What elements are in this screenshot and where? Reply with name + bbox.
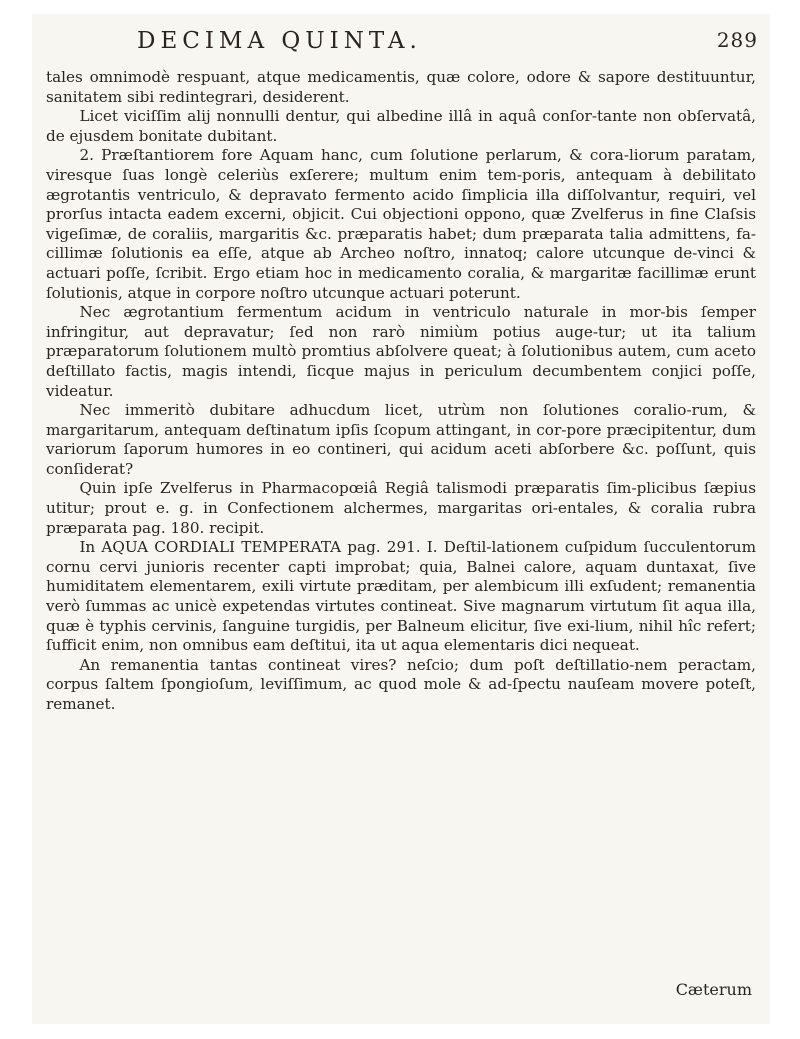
paragraph: Quin ipſe Zvelferus in Pharmacopœiâ Regiâ talismodi præparatis ſim-plicibus ſæpius utitur; prout e. g. in Confectionem alchermes, margaritas ori-entales, & coralia rubra præparata pag. 180. recipit.: [46, 479, 756, 537]
running-head: DECIMA QUINTA.: [137, 28, 422, 54]
paragraph: tales omnimodè respuant, atque medicamentis, quæ colore, odore & sapore destituuntur, sanitatem sibi redintegrari, desiderent.: [46, 68, 756, 106]
body-text: [46, 68, 756, 715]
paragraph: 2. Præſtantiorem fore Aquam hanc, cum ſolutione perlarum, & cora-liorum paratam, viresque ſuas longè celeriùs exſerere; multum enim tem-poris, antequam à debilitato ægrotantis ventriculo, & depravato fermento acido ſimplicia illa diſſolvantur, requiri, vel prorſus intacta eadem excerni, objicit. Cui objectioni oppono, quæ Zvelferus in fine Claſsis vigeſimæ, de coraliis, margaritis &c. præparatis habet; dum præparata talia admittens, fa-cillimæ ſolutionis ea eſſe, atque ab Archeo noſtro, innatoq; calore utcunque de-vinci & actuari poſſe, ſcribit. Ergo etiam hoc in medicamento coralia, & margaritæ facillimæ erunt ſolutionis, atque in corpore noſtro utcunque actuari poterunt.: [46, 146, 756, 302]
paragraph: Nec immeritò dubitare adhucdum licet, utrùm non ſolutiones coralio-rum, & margaritarum, antequam deſtinatum ipſis ſcopum attingant, in cor-pore præcipitentur, dum variorum ſaporum humores in eo contineri, qui acidum aceti abſorbere &c. poſſunt, quis conſiderat?: [46, 401, 756, 478]
paragraph: In AQUA CORDIALI TEMPERATA pag. 291. I. Deſtil-lationem cuſpidum ſucculentorum cornu cervi junioris recenter capti improbat; quia, Balnei calore, aquam duntaxat, ſive humiditatem elementarem, exili virtute præditam, per alembicum illi exſudent; remanentia verò ſummas ac unicè expetendas virtutes contineat. Sive magnarum virtutum ſit aqua illa, quæ è typhis cervinis, ſanguine turgidis, per Balneum elicitur, ſive exi-lium, nihil hîc refert; ſufficit enim, non omnibus eam deſtitui, ita ut aqua elementaris dici nequeat.: [46, 538, 756, 655]
page-number: 289: [716, 28, 758, 52]
catchword: Cæterum: [675, 980, 752, 999]
paragraph: Licet viciſſim alij nonnulli dentur, qui albedine illâ in aquâ conſor-tante non obſervatâ, de ejusdem bonitate dubitant.: [46, 107, 756, 145]
paragraph: Nec ægrotantium fermentum acidum in ventriculo naturale in mor-bis ſemper infringitur, aut depravatur; ſed non rarò nimiùm potius auge-tur; ut ita talium præparatorum ſolutionem multò promtius abſolvere queat; à ſolutionibus autem, cum aceto deſtillato factis, magis intendi, ſicque majus in periculum decumbentem conjici poſſe, videatur.: [46, 303, 756, 400]
book-page: [32, 14, 770, 1024]
page-header: [32, 14, 770, 64]
paragraph: An remanentia tantas contineat vires? neſcio; dum poſt deſtillatio-nem peractam, corpus ſaltem ſpongioſum, leviſſimum, ac quod mole & ad-ſpectu nauſeam movere poteſt, remanet.: [46, 655, 756, 713]
